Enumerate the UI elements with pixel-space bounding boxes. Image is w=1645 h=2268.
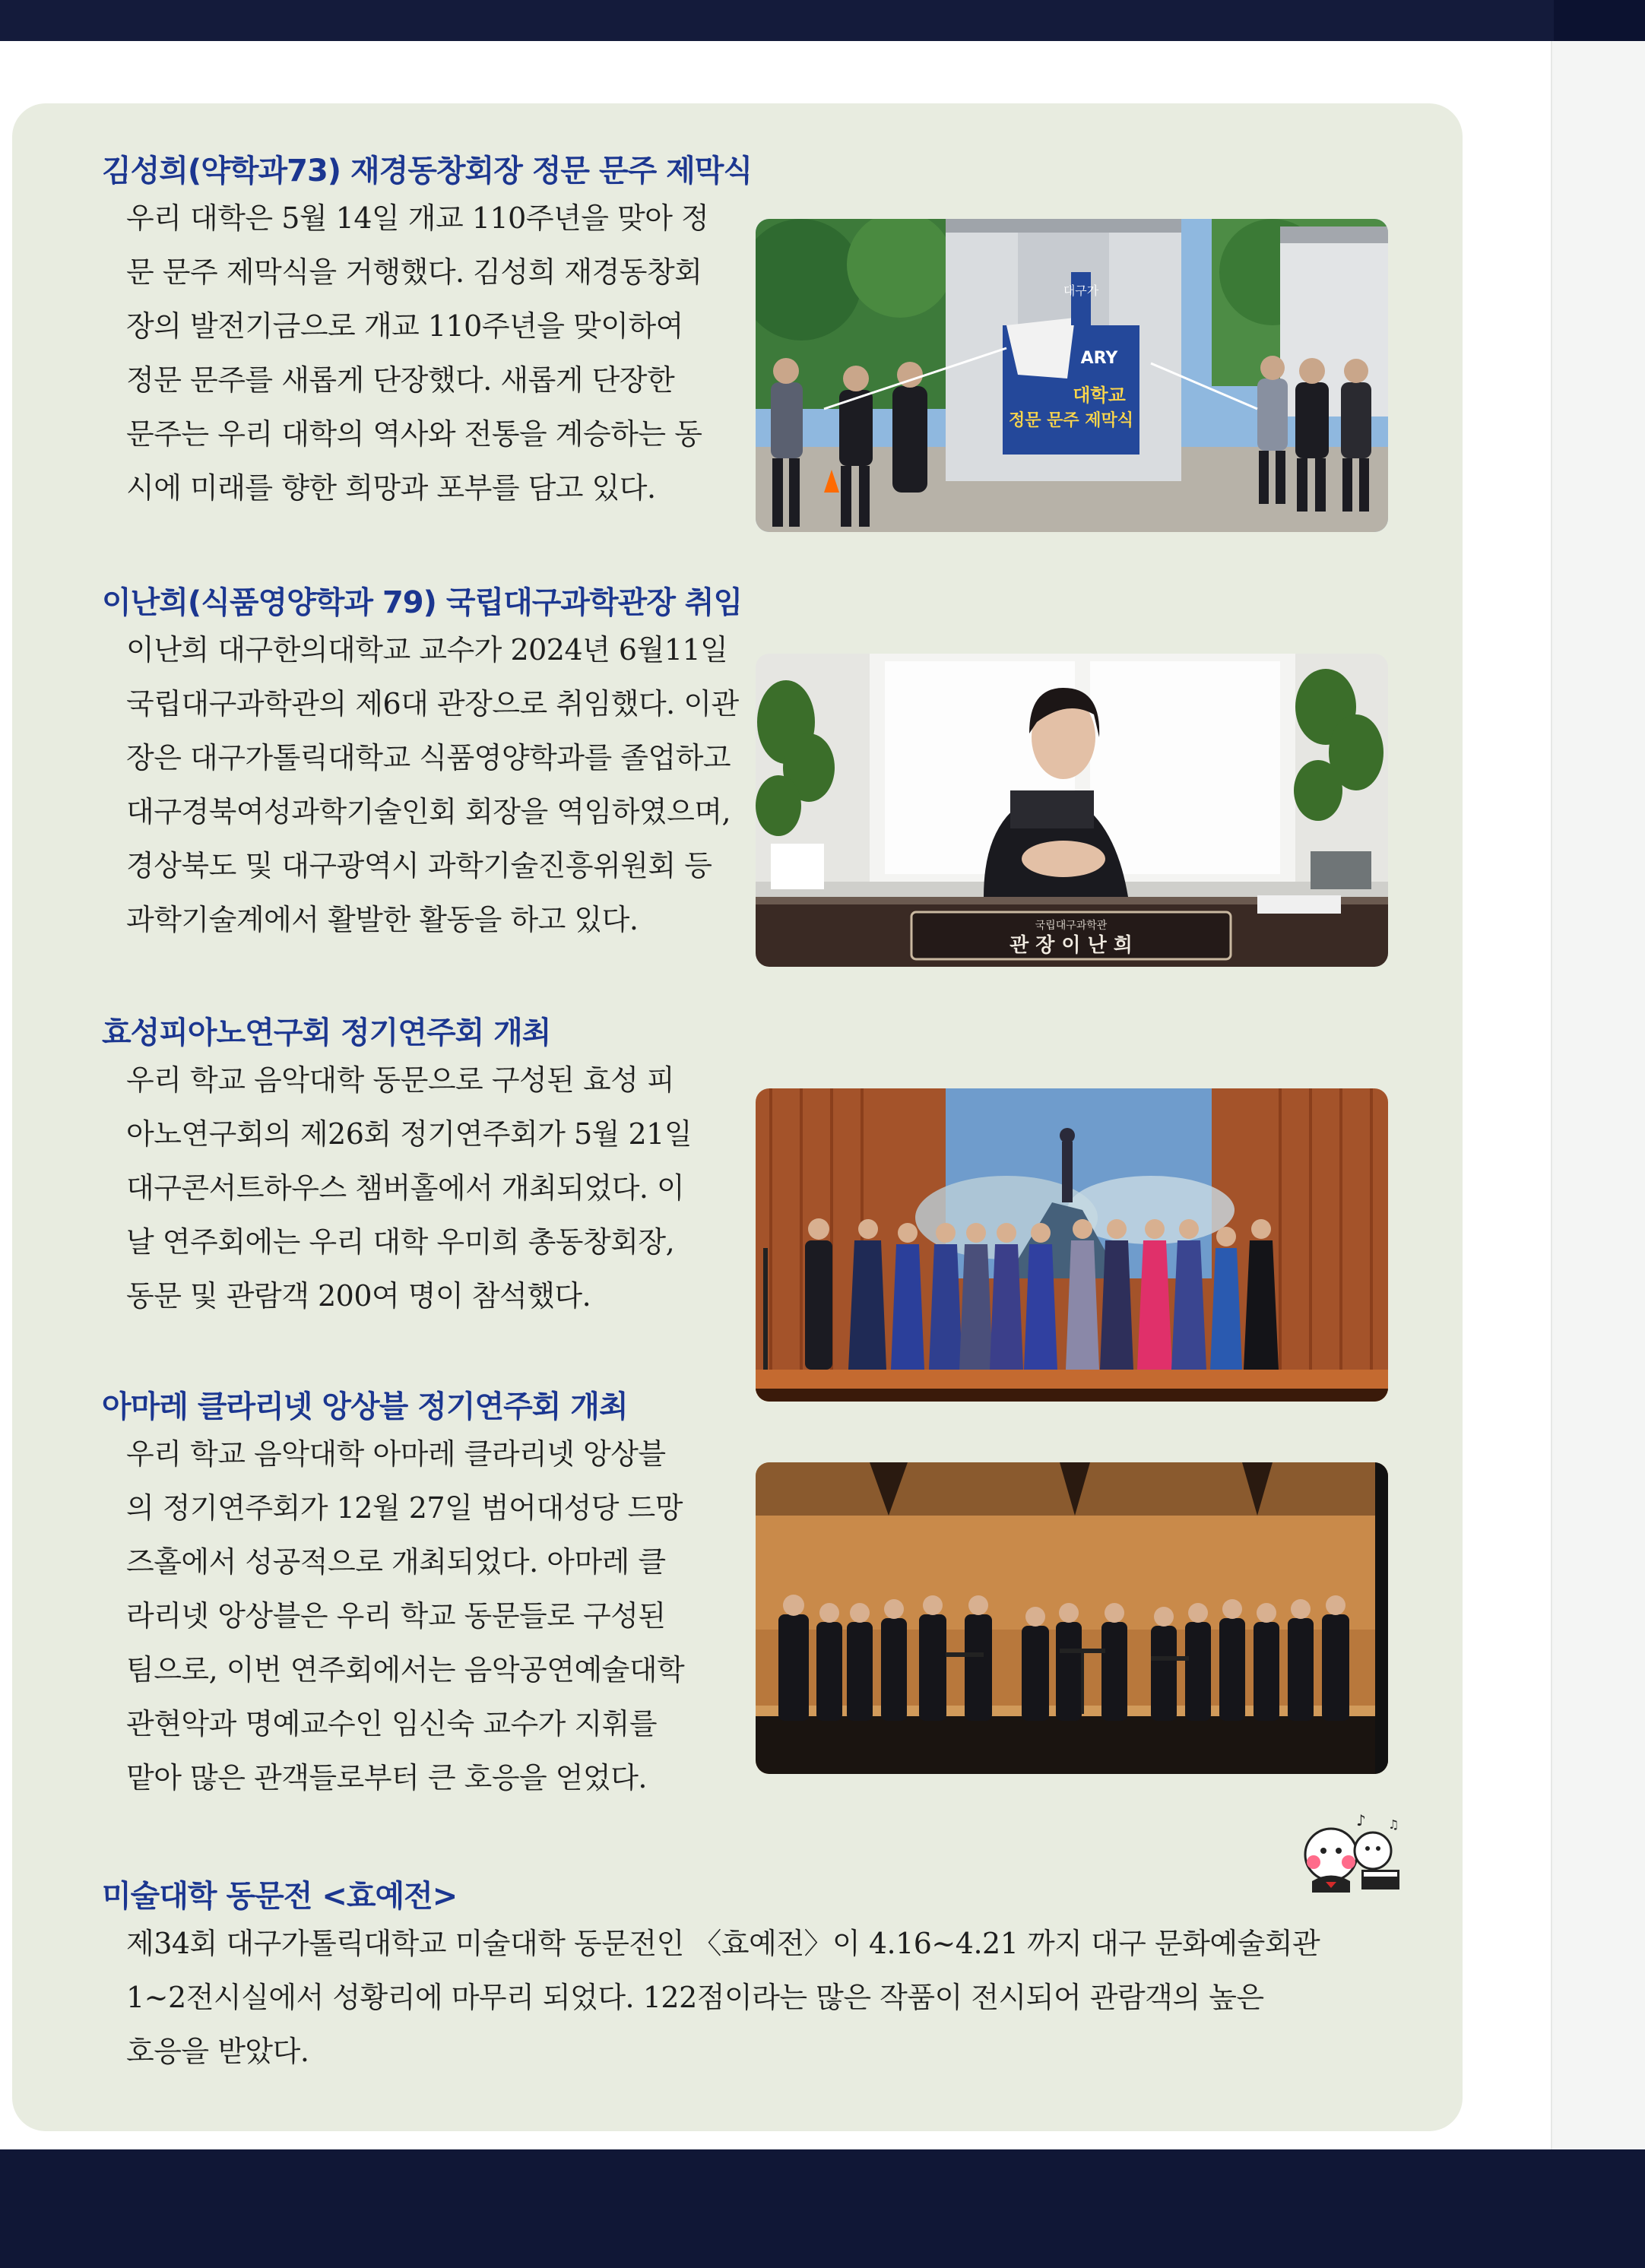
bottom-band — [0, 2149, 1645, 2268]
banner-text-1: ARY — [1080, 349, 1118, 368]
next-page-edge — [1551, 41, 1645, 2149]
section-body: 우리 학교 음악대학 동문으로 구성된 효성 피 아노연구회의 제26회 정기연주회가 5월 21일 대구콘서트하우스 챔버홀에서 개최되었다. 이 날 연주회에는 우리 대학 우미희 총동창회장, 동문 및 관람객 200여 명이 참석했다. — [126, 1063, 693, 1313]
nameplate-text: 관 장 이 난 희 — [1010, 934, 1133, 957]
mascot-icon — [1289, 1809, 1411, 1900]
section-title: 김성희(약학과73) 재경동창회장 정문 문주 제막식 — [102, 154, 753, 188]
section-title: 아마레 클라리넷 앙상블 정기연주회 개최 — [102, 1389, 628, 1424]
svg-text:♪: ♪ — [1356, 1811, 1366, 1829]
section-title: 미술대학 동문전 <효예전> — [102, 1879, 458, 1914]
section-title: 효성피아노연구회 정기연주회 개최 — [102, 1015, 551, 1050]
section-body: 우리 대학은 5월 14일 개교 110주년을 맞아 정 문 문주 제막식을 거행했다. 김성희 재경동창회 장의 발전기금으로 개교 110주년을 맞이하여 정문 문주를 새롭게 단장했다. 새롭게 단장한 문주는 우리 대학의 역사와 전통을 계승하는 동 시에 미래를 향한 희망과 포부를 담고 있다. — [126, 201, 709, 505]
section-body: 이난희 대구한의대학교 교수가 2024년 6월11일 국립대구과학관의 제6대 관장으로 취임했다. 이관 장은 대구가톨릭대학교 식품영양학과를 졸업하고 대구경북여성과학기술인회 회장을 역임하였으며, 경상북도 및 대구광역시 과학기술진흥위원회 등 과학기술계에서 활발한 활동을 하고 있다. — [126, 633, 739, 936]
photo-director-portrait — [756, 654, 1388, 967]
news-panel — [12, 103, 1463, 2131]
section-title: 이난희(식품영양학과 79) 국립대구과학관장 취임 — [102, 585, 743, 620]
nameplate-top: 국립대구과학관 — [1035, 920, 1108, 932]
section-body: 제34회 대구가톨릭대학교 미술대학 동문전인 〈효예전〉이 4.16~4.21 까지 대구 문화예술회관 1~2전시실에서 성황리에 마무리 되었다. 122점이라는 많은 작품이 전시되어 관람객의 높은 호응을 받았다. — [126, 1927, 1320, 2068]
photo-gate-unveiling — [756, 219, 1388, 532]
top-band — [0, 0, 1645, 41]
banner-text-3: 정문 문주 제막식 — [1008, 411, 1134, 430]
banner-text-2: 대학교 — [1073, 385, 1126, 406]
section-body: 우리 학교 음악대학 아마레 클라리넷 앙상블 의 정기연주회가 12월 27일 범어대성당 드망 즈홀에서 성공적으로 개최되었다. 아마레 클 라리넷 앙상블은 우리 학교 동문들로 구성된 팀으로, 이번 연주회에서는 음악공연예술대학 관현악과 명예교수인 임신숙 교수가 지휘를 맡아 많은 관객들로부터 큰 호응을 얻었다. — [126, 1437, 685, 1794]
photo-piano-ensemble — [756, 1088, 1388, 1402]
banner-small-text: 대구가 — [1063, 284, 1099, 298]
svg-text:♫: ♫ — [1388, 1817, 1399, 1832]
photo-clarinet-ensemble — [756, 1462, 1388, 1774]
